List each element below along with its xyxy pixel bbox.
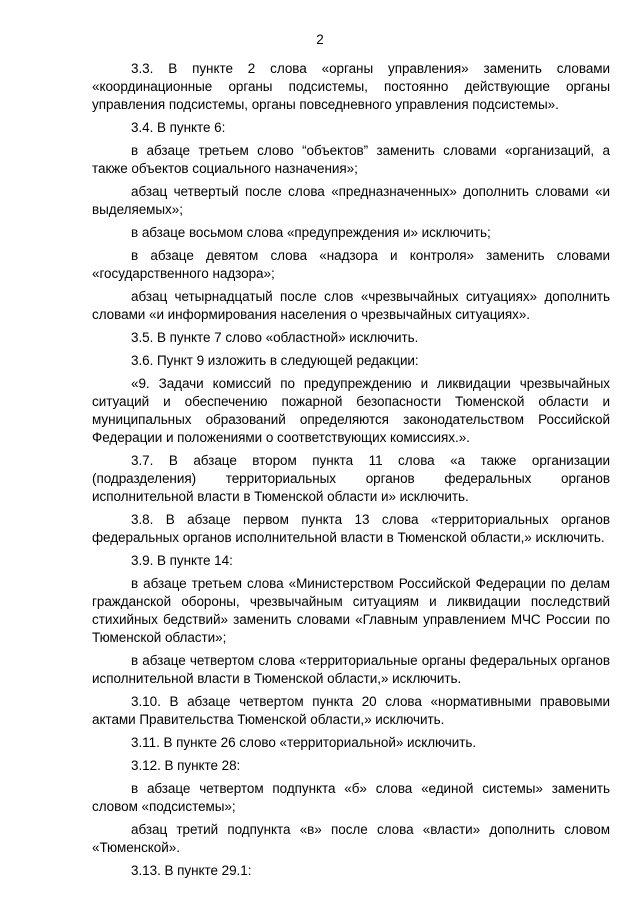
- paragraph-3-9-b: в абзаце четвертом слова «территориальные органы федеральных органов исполнительной власти в Тюменской области,» исключить.: [92, 653, 610, 686]
- paragraph-3-8: 3.8. В абзаце первом пункта 13 слова «территориальных органов федеральных органов исполнительной власти в Тюменской области,» исключить.: [92, 512, 610, 545]
- paragraph-3-12-a: в абзаце четвертом подпункта «б» слова «единой системы» заменить словом «подсистемы»;: [92, 781, 610, 814]
- paragraph-3-4-a: в абзаце третьем слово “объектов” заменить словами «организаций, а также объектов социального назначения»;: [92, 143, 610, 176]
- paragraph-3-4-b: абзац четвертый после слова «предназначенных» дополнить словами «и выделяемых»;: [92, 184, 610, 217]
- paragraph-3-9: 3.9. В пункте 14:: [131, 553, 233, 568]
- paragraph-3-4-c: в абзаце восьмом слова «предупреждения и» исключить;: [131, 225, 491, 240]
- page-number: 2: [316, 32, 324, 47]
- paragraph-3-7: 3.7. В абзаце втором пункта 11 слова «а также организации (подразделения) территориальных органов федеральных органов исполнительной власти в Тюменской области и» исключить.: [92, 453, 610, 504]
- paragraph-3-12: 3.12. В пункте 28:: [131, 758, 241, 773]
- paragraph-3-10: 3.10. В абзаце четвертом пункта 20 слова «нормативными правовыми актами Правительства Тюменской области,» исключить.: [92, 694, 610, 727]
- paragraph-3-3: 3.3. В пункте 2 слова «органы управления» заменить словами «координационные органы подсистемы, постоянно действующие органы управления подсистемы, органы повседневного управления подсистемы».: [92, 61, 610, 112]
- paragraph-3-5: 3.5. В пункте 7 слово «областной» исключить.: [131, 330, 419, 345]
- paragraph-3-11: 3.11. В пункте 26 слово «территориальной» исключить.: [131, 735, 477, 750]
- paragraph-3-13: 3.13. В пункте 29.1:: [131, 863, 252, 878]
- paragraph-3-4-d: в абзаце девятом слова «надзора и контроля» заменить словами «государственного надзора»;: [92, 248, 610, 281]
- paragraph-3-9-a: в абзаце третьем слова «Министерством Российской Федерации по делам гражданской обороны, чрезвычайным ситуациям и ликвидации последствий стихийных бедствий» заменить словами «Главным управлением МЧС России по Тюменской области»;: [92, 576, 610, 645]
- paragraph-3-12-b: абзац третий подпункта «в» после слова «власти» дополнить словом «Тюменской».: [92, 822, 610, 855]
- paragraph-3-6-text: «9. Задачи комиссий по предупреждению и ликвидации чрезвычайных ситуаций и обеспечению пожарной безопасности Тюменской области и муниципальных образований определяются законодательством Российской Федерации и положениями о соответствующих комиссиях.».: [92, 376, 610, 445]
- paragraph-3-4: 3.4. В пункте 6:: [131, 120, 226, 135]
- document-body: [92, 60, 610, 885]
- paragraph-3-4-e: абзац четырнадцатый после слов «чрезвычайных ситуациях» дополнить словами «и информирования населения о чрезвычайных ситуациях».: [92, 289, 610, 322]
- paragraph-3-6: 3.6. Пункт 9 изложить в следующей редакции:: [131, 353, 419, 368]
